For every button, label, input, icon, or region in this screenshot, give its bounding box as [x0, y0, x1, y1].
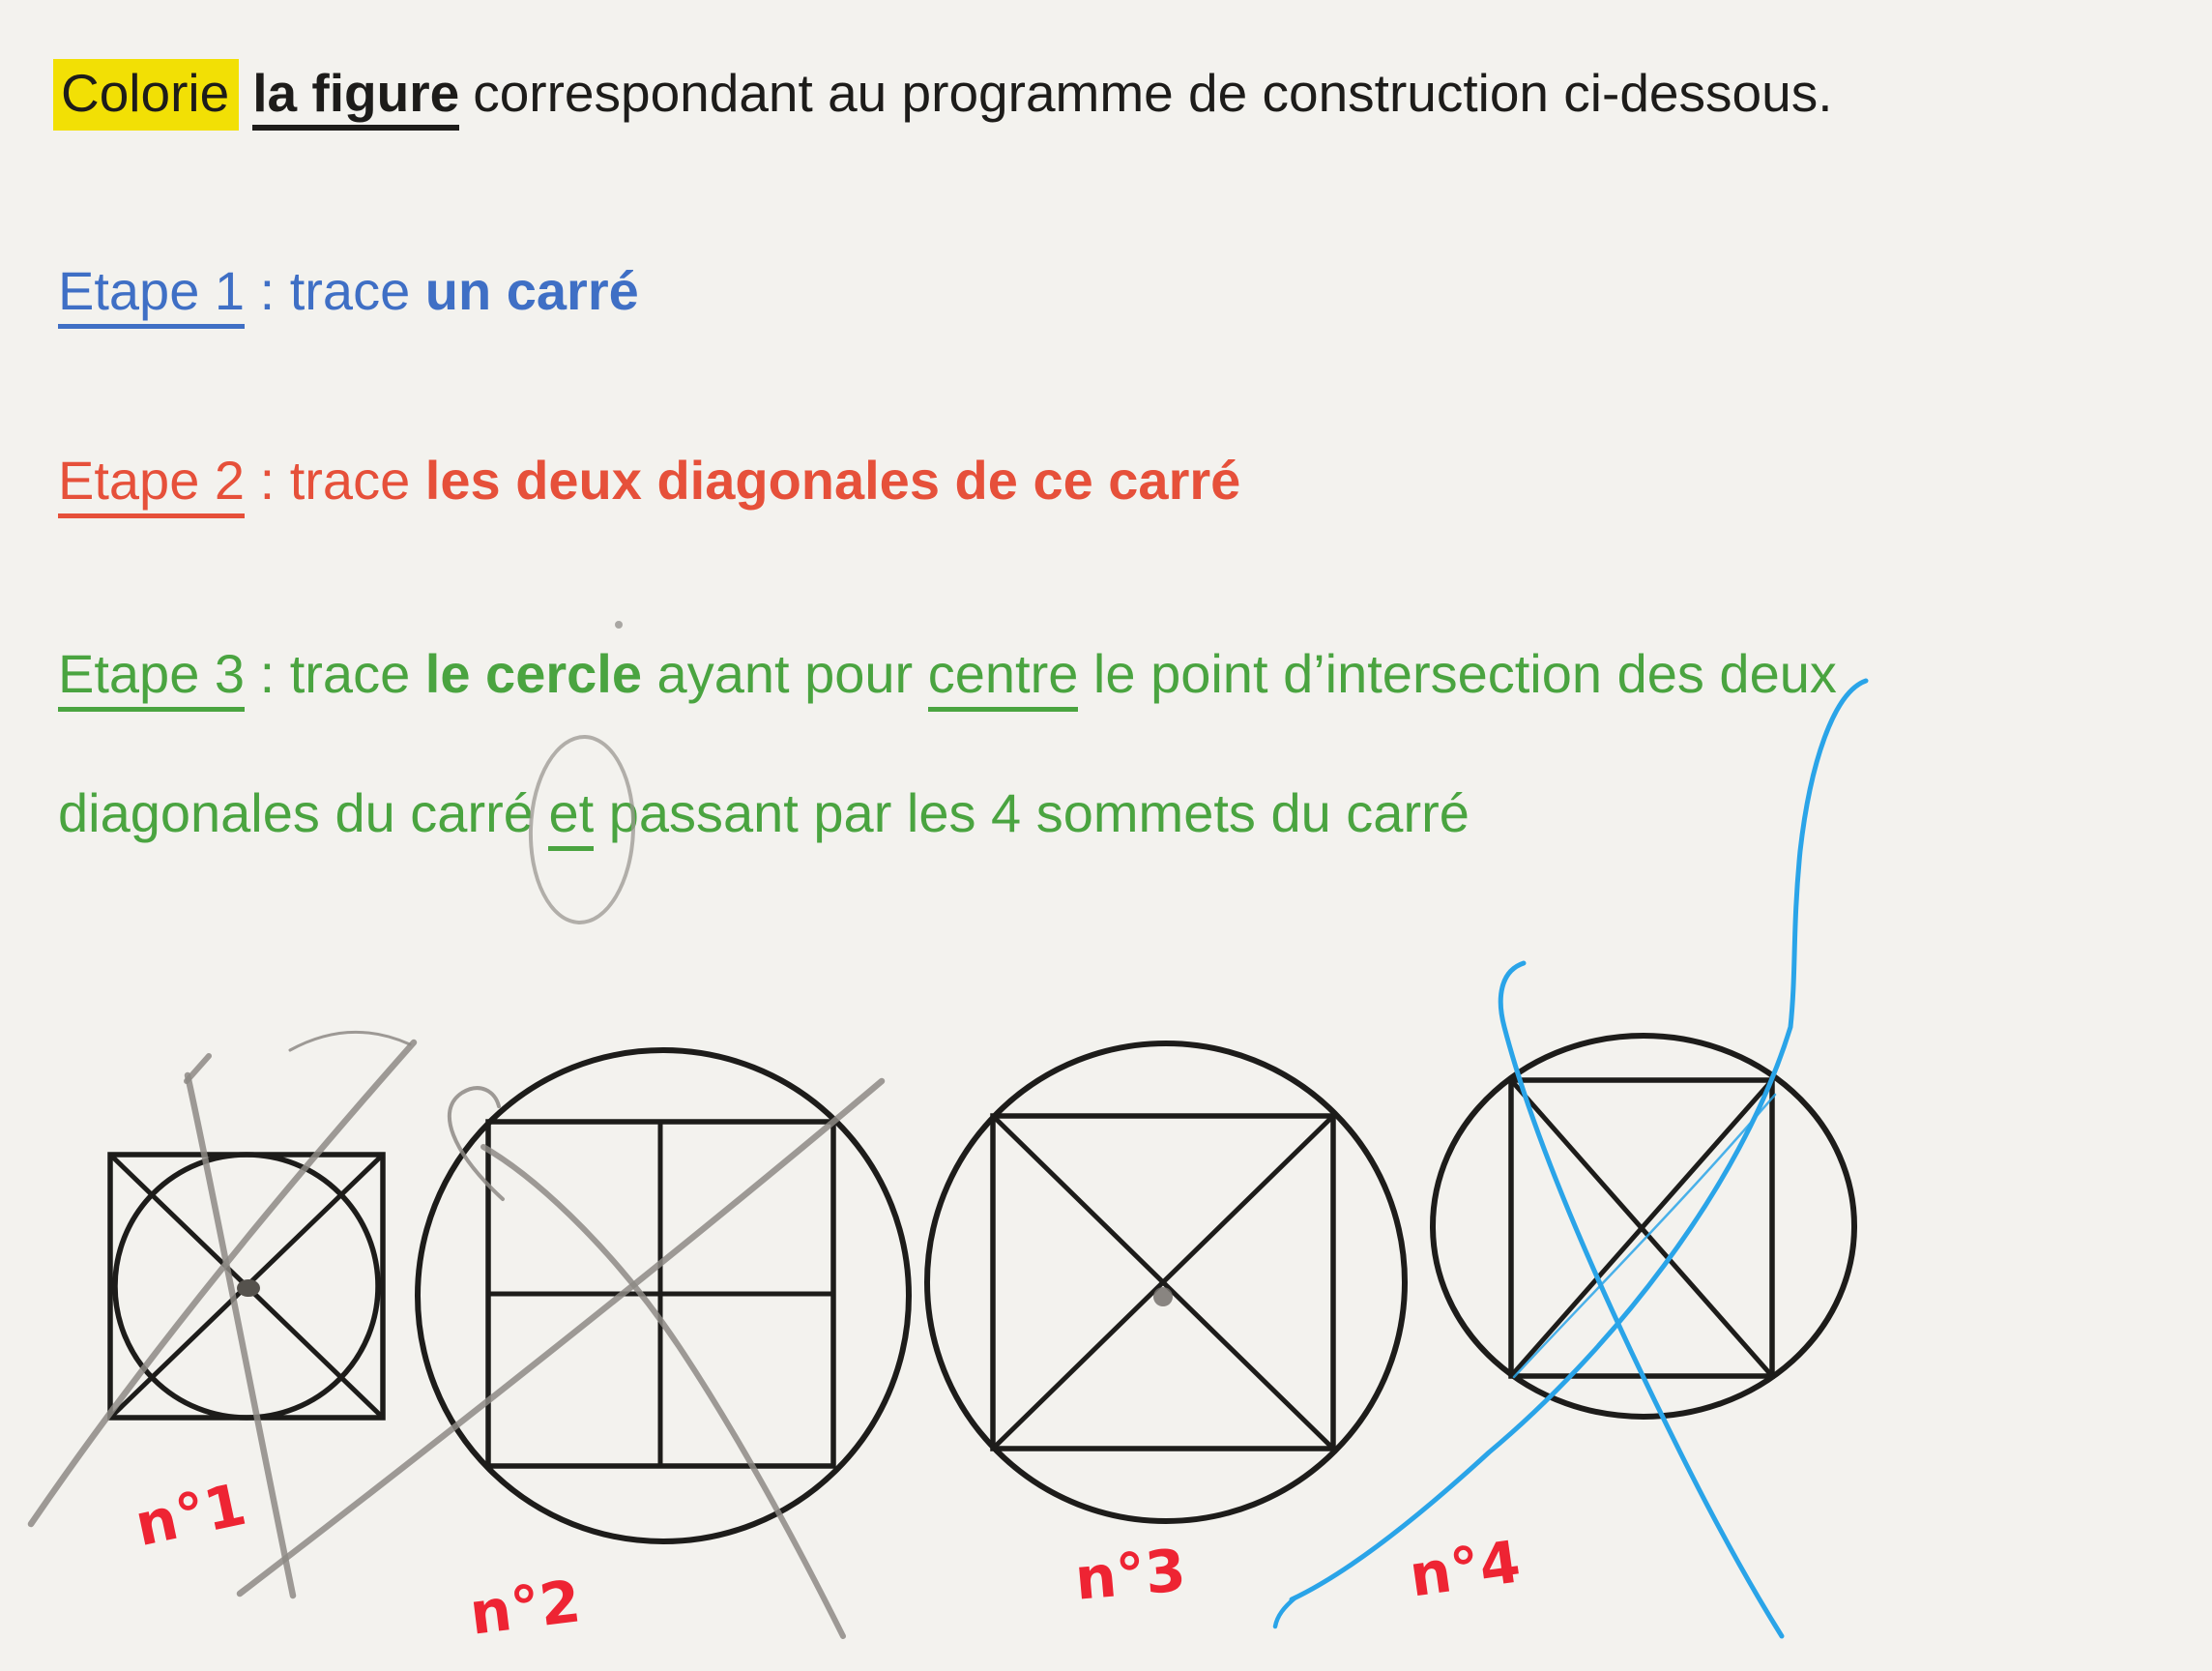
figure-1-label: n°1	[129, 1470, 252, 1561]
step-1-mid: : trace	[245, 260, 425, 321]
step-3-bold: le cercle	[424, 643, 642, 704]
figure-1-center-dot	[237, 1279, 260, 1297]
figure-4-label: n°4	[1405, 1528, 1525, 1611]
step-3-line2-start: diagonales du carré	[58, 782, 549, 843]
figure-3-label: n°3	[1072, 1537, 1189, 1614]
step-1-label: Etape 1	[58, 260, 245, 329]
pencil-faint-arc	[290, 1032, 410, 1050]
pencil-stroke	[483, 1147, 843, 1636]
blue-pen-stroke	[1500, 963, 1782, 1636]
highlighted-word: Colorie	[53, 59, 239, 131]
step-3-underlined-centre: centre	[928, 643, 1079, 712]
step-3-underlined-et: et	[548, 782, 594, 851]
title-rest: correspondant au programme de construction ci-dessous.	[473, 63, 1833, 123]
step-3-mid: : trace	[245, 643, 425, 704]
figure-3[interactable]	[927, 1043, 1405, 1521]
step-3-seg3: le point d’intersection des deux	[1078, 643, 1837, 704]
blue-pen-end-hook	[1275, 1598, 1295, 1627]
title-bold-underlined: la figure	[252, 63, 459, 131]
step-3-label: Etape 3	[58, 643, 245, 712]
figure-2-pencil-cross	[240, 1081, 882, 1636]
step-3-seg2: ayant pour	[641, 643, 928, 704]
figure-3-center-dot	[1153, 1287, 1173, 1306]
step-2-mid: : trace	[245, 450, 425, 511]
step-2-label: Etape 2	[58, 450, 245, 518]
pencil-hook	[450, 1088, 503, 1199]
pencil-stroke	[31, 1042, 414, 1524]
figure-2-label: n°2	[466, 1568, 585, 1649]
ink-speck	[615, 621, 623, 629]
step-2-bold: les deux diagonales de ce carré	[424, 450, 1241, 511]
step-3-line2-end: passant par les 4 sommets du carré	[594, 782, 1470, 843]
figure-4-blue-cross	[1275, 681, 1866, 1636]
figure-4[interactable]	[1433, 1036, 1854, 1417]
blue-pen-stroke	[1292, 681, 1866, 1599]
step-1-bold: un carré	[424, 260, 639, 321]
